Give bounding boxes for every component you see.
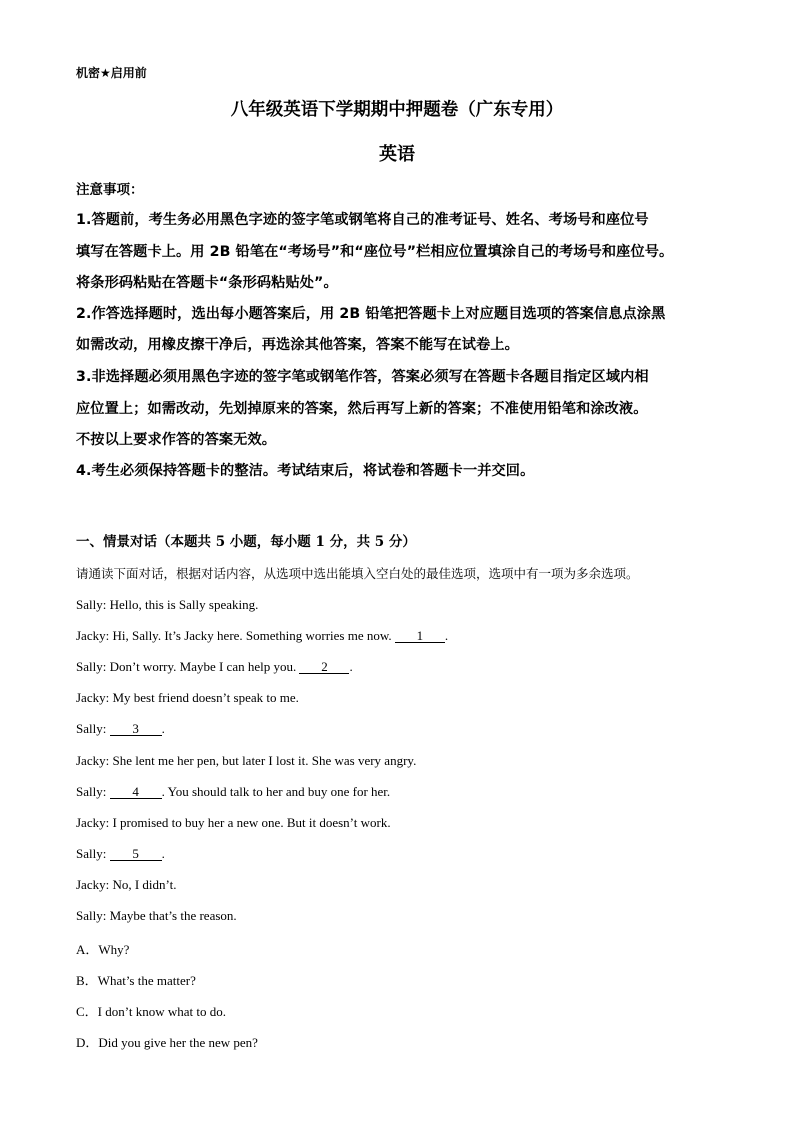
answer-blank[interactable]: 5 [110, 847, 162, 861]
dialogue-line: Jacky: I promised to buy her a new one. But it doesn’t work. [76, 815, 391, 830]
note-line: 应位置上；如需改动，先划掉原来的答案，然后再写上新的答案；不准使用铅笔和涂改液。 [76, 401, 648, 417]
option-d: D．Did you give her the new pen? [76, 1035, 258, 1050]
note-line: 4.考生必须保持答题卡的整洁。考试结束后，将试卷和答题卡一并交回。 [76, 463, 535, 479]
exam-title: 八年级英语下学期期中押题卷（广东专用） [230, 100, 564, 120]
option-a: A．Why? [76, 942, 130, 957]
answer-blank[interactable]: 3 [110, 722, 162, 736]
note-line: 填写在答题卡上。用 2B 铅笔在“考场号”和“座位号”栏相应位置填涂自己的考场号和座位号。 [76, 244, 674, 260]
option-b: B．What’s the matter? [76, 973, 196, 988]
note-line: 如需改动，用橡皮擦干净后，再选涂其他答案，答案不能写在试卷上。 [76, 337, 519, 353]
note-line: 将条形码粘贴在答题卡“条形码粘贴处”。 [76, 275, 338, 291]
note-line: 3.非选择题必须用黑色字迹的签字笔或钢笔作答，答案必须写在答题卡各题目指定区域内相 [76, 369, 649, 385]
dialogue-line: Sally: Hello, this is Sally speaking. [76, 597, 259, 612]
answer-blank[interactable]: 1 [395, 629, 445, 643]
dialogue-line: Sally: 4 . You should talk to her and buy one for her. [76, 784, 391, 799]
note-line: 不按以上要求作答的答案无效。 [76, 432, 277, 448]
dialogue-line: Sally: Don’t worry. Maybe I can help you. 2 . [76, 659, 353, 674]
dialogue-line: Jacky: No, I didn’t. [76, 877, 177, 892]
section-heading: 一、情景对话（本题共 5 小题，每小题 1 分，共 5 分） [76, 534, 416, 550]
dialogue-line: Sally: 5 . [76, 846, 165, 861]
dialogue-line: Sally: Maybe that’s the reason. [76, 908, 237, 923]
answer-blank[interactable]: 4 [110, 785, 162, 799]
subject-title: 英语 [379, 144, 415, 165]
notes-heading: 注意事项： [76, 182, 144, 198]
answer-blank[interactable]: 2 [299, 660, 349, 674]
note-line: 1.答题前，考生务必用黑色字迹的签字笔或钢笔将自己的准考证号、姓名、考场号和座位号 [76, 212, 649, 228]
option-c: C．I don’t know what to do. [76, 1004, 226, 1019]
dialogue-line: Jacky: She lent me her pen, but later I lost it. She was very angry. [76, 753, 417, 768]
confidential-label: 机密★启用前 [76, 66, 147, 80]
dialogue-line: Sally: 3 . [76, 721, 165, 736]
note-line: 2.作答选择题时，选出每小题答案后，用 2B 铅笔把答题卡上对应题目选项的答案信息点涂黑 [76, 306, 666, 322]
dialogue-line: Jacky: Hi, Sally. It’s Jacky here. Something worries me now. 1 . [76, 628, 449, 643]
dialogue-line: Jacky: My best friend doesn’t speak to me. [76, 690, 299, 705]
section-instruction: 请通读下面对话，根据对话内容，从选项中选出能填入空白处的最佳选项，选项中有一项为多余选项。 [76, 566, 639, 581]
